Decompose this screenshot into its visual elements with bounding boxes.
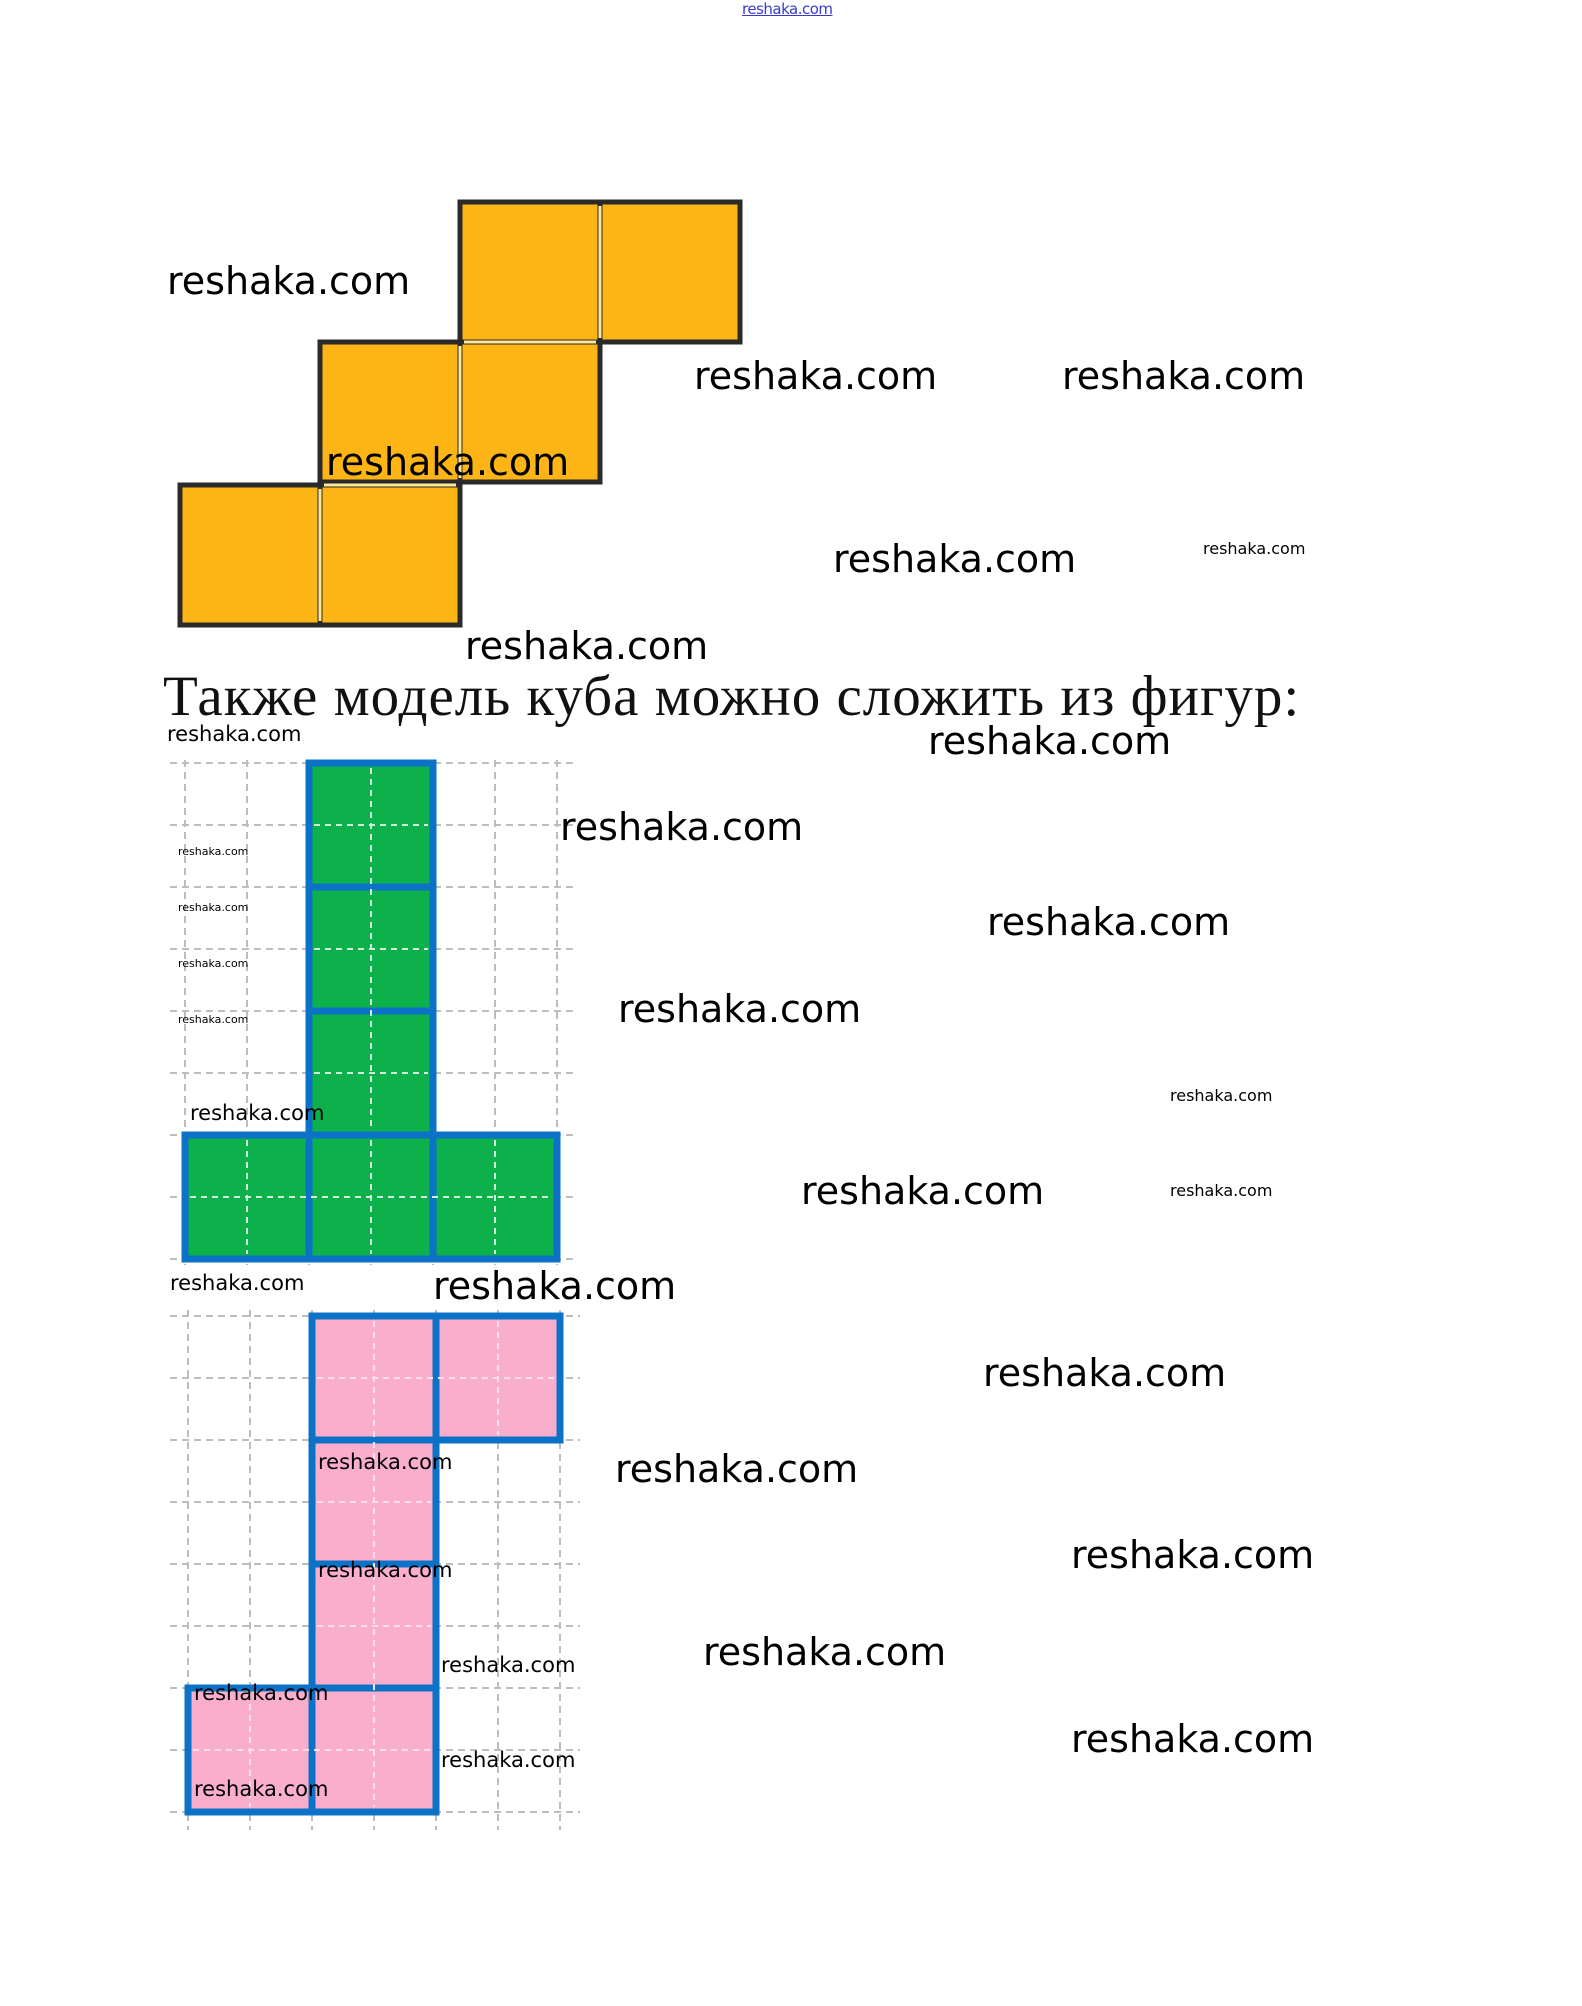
watermark: reshaka.com: [178, 845, 249, 858]
watermark: reshaka.com: [1071, 1533, 1315, 1577]
watermark: reshaka.com: [560, 805, 804, 849]
watermark: reshaka.com: [433, 1264, 677, 1308]
watermark: reshaka.com: [318, 1450, 453, 1474]
green-t-net: [185, 763, 557, 1259]
watermark: reshaka.com: [801, 1169, 1045, 1213]
watermark: reshaka.com: [170, 1271, 305, 1295]
watermark: reshaka.com: [326, 440, 570, 484]
watermark: reshaka.com: [441, 1748, 576, 1772]
watermark: reshaka.com: [178, 901, 249, 914]
watermark: reshaka.com: [318, 1558, 453, 1582]
orange-square: [180, 485, 320, 625]
watermark: reshaka.com: [1170, 1181, 1273, 1200]
watermark: reshaka.com: [178, 1013, 249, 1026]
watermark: reshaka.com: [167, 722, 302, 746]
watermark: reshaka.com: [694, 354, 938, 398]
watermark: reshaka.com: [987, 900, 1231, 944]
watermark: reshaka.com: [167, 259, 411, 303]
orange-square: [600, 202, 740, 342]
watermark: reshaka.com: [1071, 1717, 1315, 1761]
watermark: reshaka.com: [983, 1351, 1227, 1395]
watermark: reshaka.com: [1203, 539, 1306, 558]
watermark: reshaka.com: [194, 1681, 329, 1705]
watermark: reshaka.com: [618, 987, 862, 1031]
watermark: reshaka.com: [190, 1101, 325, 1125]
watermark: reshaka.com: [615, 1447, 859, 1491]
watermark: reshaka.com: [1170, 1086, 1273, 1105]
watermark: reshaka.com: [178, 957, 249, 970]
watermark: reshaka.com: [703, 1630, 947, 1674]
orange-square: [320, 485, 460, 625]
site-link[interactable]: reshaka.com: [742, 0, 833, 18]
caption-text: Также модель куба можно сложить из фигур:: [163, 665, 1301, 728]
watermark: reshaka.com: [465, 624, 709, 668]
watermark: reshaka.com: [194, 1777, 329, 1801]
watermark: reshaka.com: [441, 1653, 576, 1677]
orange-square: [460, 202, 600, 342]
watermark: reshaka.com: [833, 537, 1077, 581]
watermark: reshaka.com: [928, 719, 1172, 763]
watermark: reshaka.com: [1062, 354, 1306, 398]
